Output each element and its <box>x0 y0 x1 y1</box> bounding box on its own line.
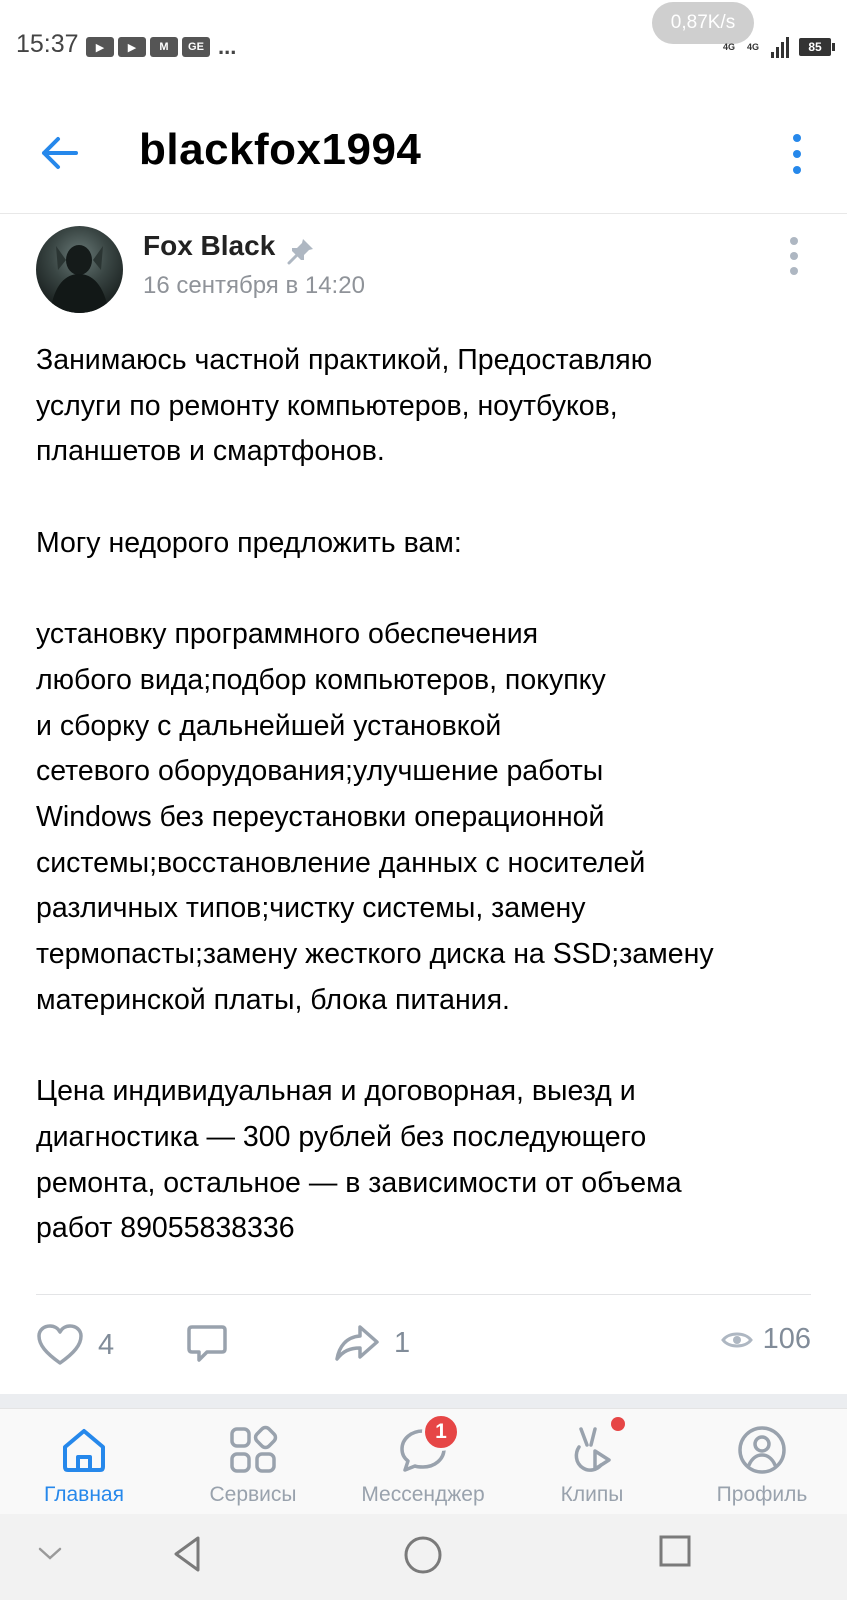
more-vertical-icon[interactable] <box>787 236 801 276</box>
youtube-notification-icon: ▶ <box>118 37 146 57</box>
tab-label: Клипы <box>560 1483 624 1506</box>
bottom-tab-bar <box>0 1408 847 1515</box>
status-notifications <box>86 34 236 60</box>
network-type-label: 4G <box>746 41 759 52</box>
unread-badge: 1 <box>422 1413 460 1451</box>
youtube-notification-icon: ▶ <box>86 37 114 57</box>
author-name[interactable]: Fox Black <box>143 230 276 261</box>
chevron-down-icon[interactable] <box>36 1544 64 1564</box>
arrow-left-icon[interactable] <box>36 129 84 177</box>
profile-icon <box>735 1423 789 1477</box>
tab-services[interactable] <box>178 1409 328 1515</box>
avatar-figure-icon <box>36 226 123 313</box>
views-counter <box>721 1323 811 1356</box>
post-date: 16 сентября в 14:20 <box>143 272 365 299</box>
tab-messenger[interactable] <box>348 1409 498 1515</box>
share-icon <box>334 1323 380 1363</box>
signal-icon <box>771 36 789 58</box>
tab-home[interactable] <box>9 1409 159 1515</box>
avatar[interactable] <box>36 226 123 313</box>
heart-icon <box>36 1323 84 1367</box>
share-button[interactable] <box>334 1323 410 1363</box>
system-navigation-bar <box>0 1514 847 1600</box>
battery-icon: 85 <box>799 38 831 56</box>
tab-label: Мессенджер <box>361 1483 485 1506</box>
network-speed: 0,87K/s <box>652 2 754 44</box>
clips-icon <box>565 1423 619 1477</box>
home-icon <box>57 1423 111 1477</box>
messenger-icon-wrap <box>396 1420 450 1477</box>
post-text: Занимаюсь частной практикой, Предоставляю услуги по ремонту компьютеров, ноутбуков, планшетов и смартфонов. Могу недорого предложить вам: установку программного обеспечения любого вида;подбор компьютеров, покупку и сборку с дальнейшей установкой сетевого оборудования;улучшение работы Windows без переустановки операционной системы;восстановление данных с носителей различных типов;чистку системы, замену термопасты;замену жесткого диска на SSD;замену материнской платы, блока питания. Цена индивидуальная и договорная, выезд и диагностика — 300 рублей без последующего ремонта, остальное — в зависимости от объема работ 89055838336 <box>36 344 714 1245</box>
tab-label: Главная <box>44 1483 124 1506</box>
status-time: 15:37 <box>16 30 79 58</box>
like-button[interactable] <box>36 1323 114 1367</box>
post-actions <box>0 1295 847 1394</box>
more-vertical-icon[interactable] <box>789 133 805 175</box>
home-circle-icon[interactable] <box>402 1534 444 1576</box>
tab-label: Сервисы <box>209 1483 297 1506</box>
recents-square-icon[interactable] <box>658 1534 692 1568</box>
status-bar <box>0 0 847 95</box>
app-header <box>0 95 847 214</box>
wall-post <box>0 214 847 1394</box>
comment-icon <box>186 1323 228 1365</box>
network-type-label: 4G <box>722 41 735 52</box>
tab-label: Профиль <box>716 1483 808 1506</box>
pin-icon <box>286 236 316 266</box>
ge-notification-icon: GE <box>182 37 210 57</box>
eye-icon <box>721 1329 753 1351</box>
new-content-dot <box>611 1417 625 1431</box>
gmail-notification-icon: M <box>150 37 178 57</box>
view-count: 106 <box>762 1323 811 1355</box>
back-triangle-icon[interactable] <box>170 1534 204 1574</box>
clips-icon-wrap <box>565 1423 619 1477</box>
comment-button[interactable] <box>186 1323 242 1365</box>
page-title: blackfox1994 <box>139 125 422 174</box>
share-count: 1 <box>394 1326 411 1359</box>
like-count: 4 <box>98 1328 115 1361</box>
more-notifications: ... <box>218 34 237 59</box>
services-icon <box>226 1423 280 1477</box>
tab-clips[interactable] <box>517 1409 667 1515</box>
tab-profile[interactable] <box>687 1409 837 1515</box>
section-separator <box>0 1394 847 1408</box>
status-indicators <box>723 36 831 58</box>
